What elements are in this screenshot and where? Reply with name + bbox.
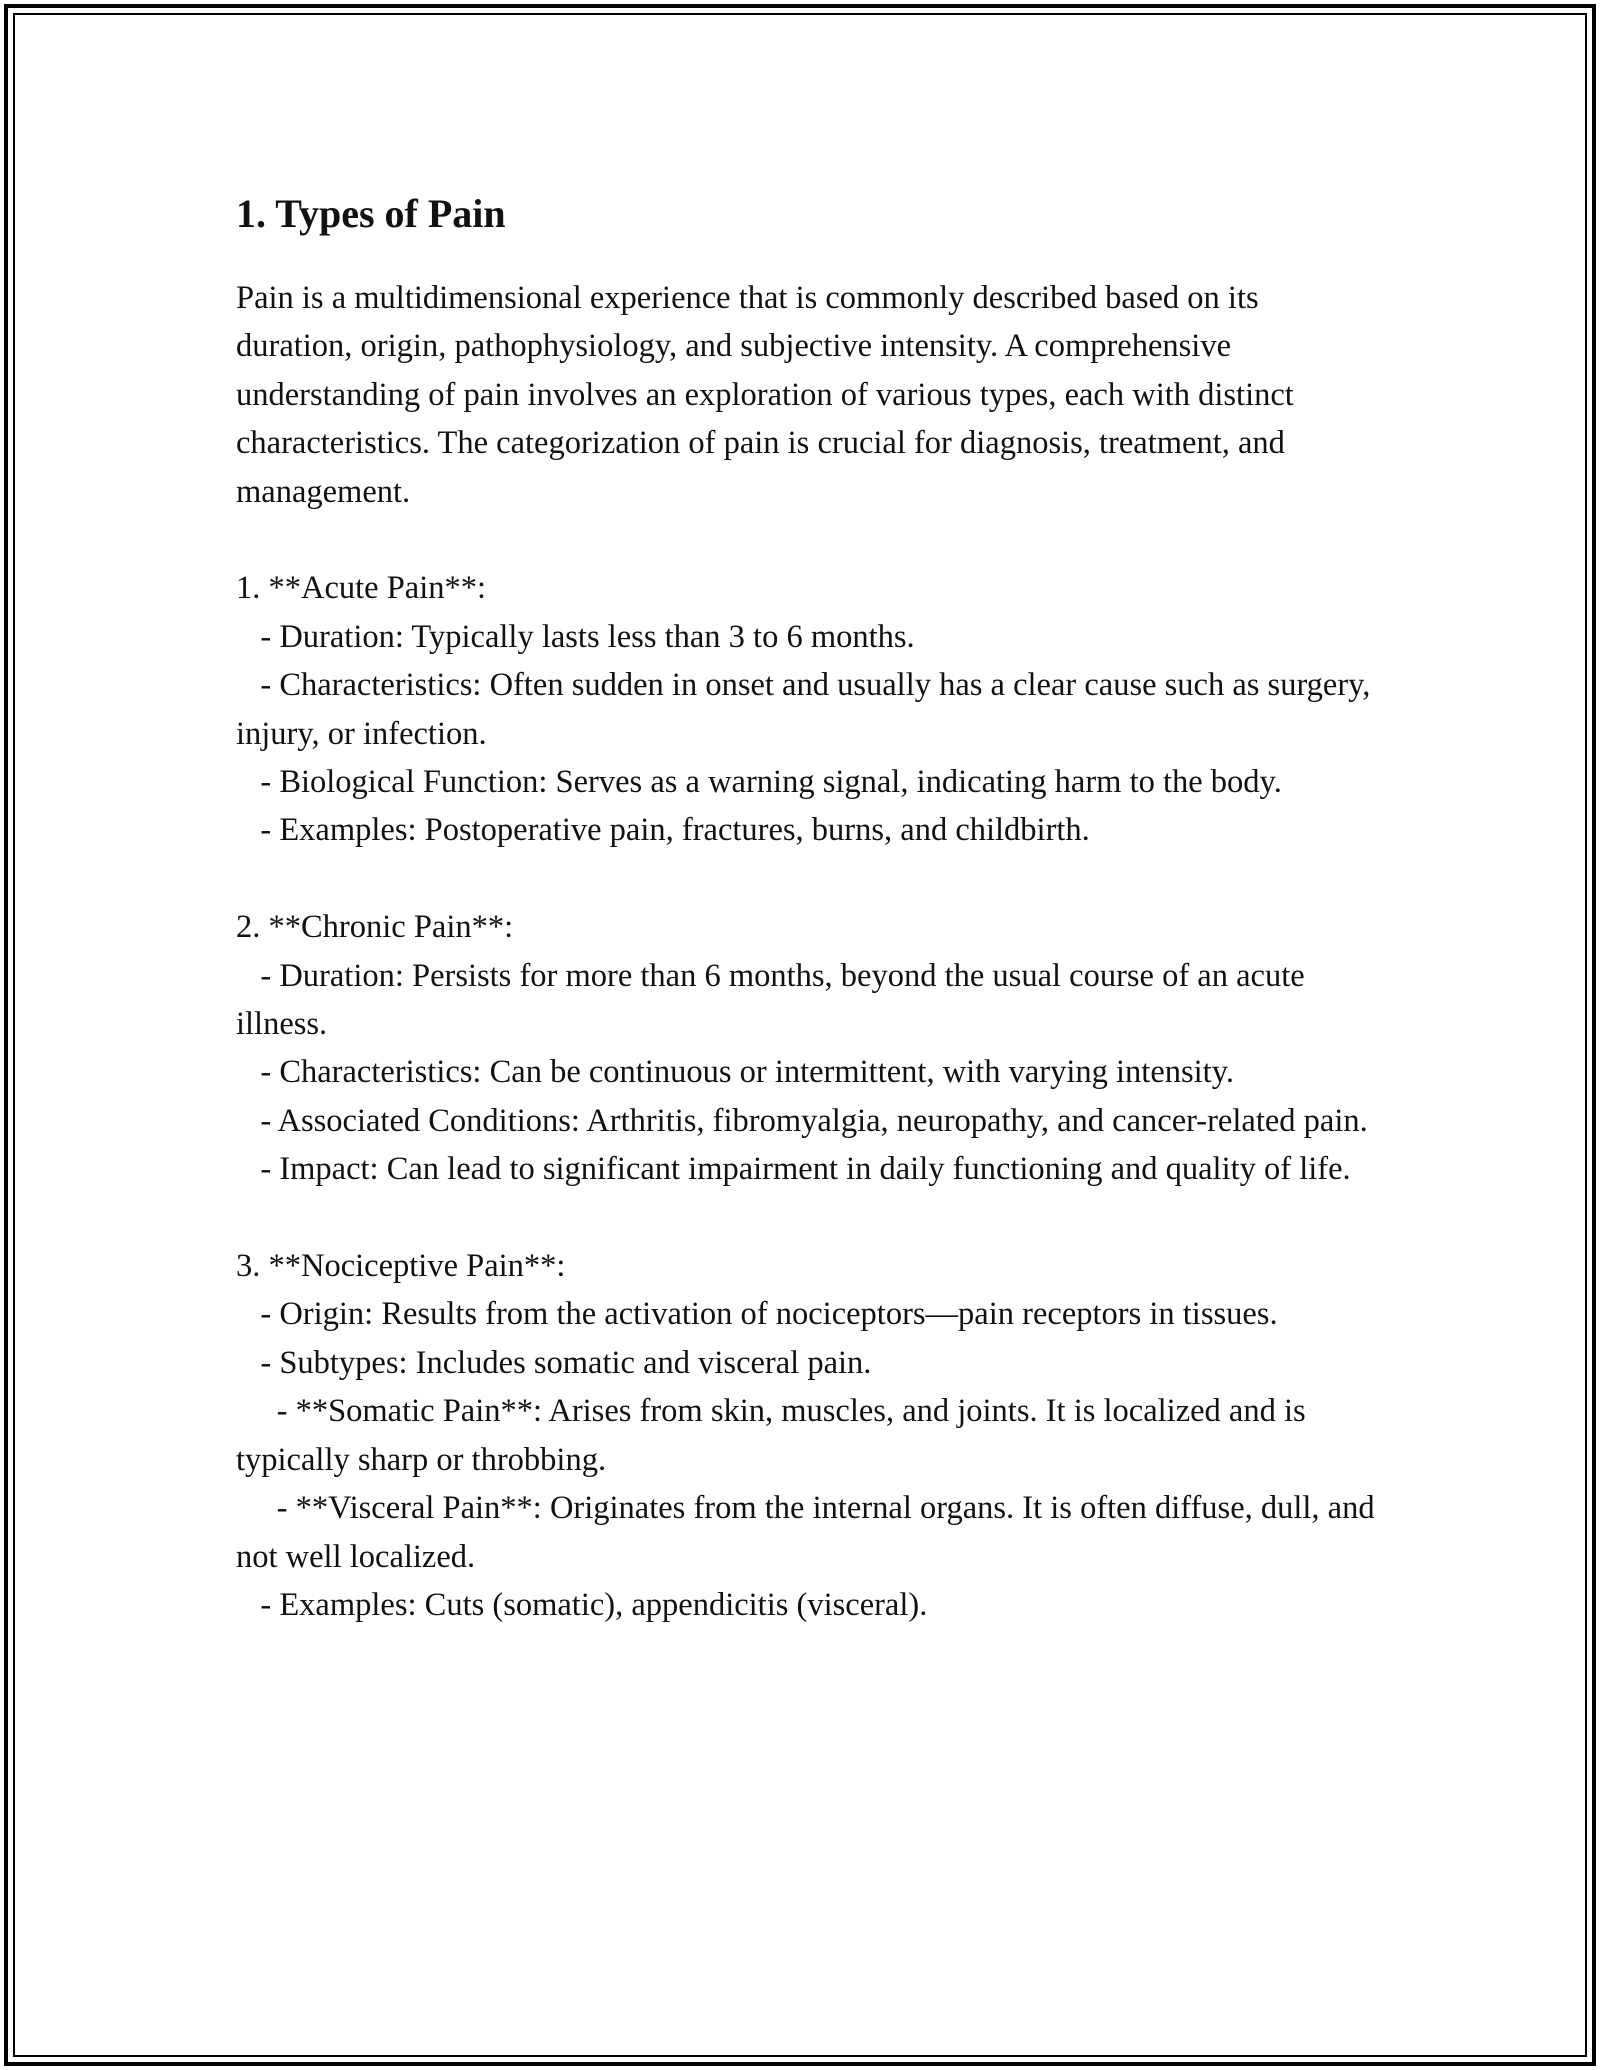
section-heading: 1. Types of Pain <box>236 191 506 236</box>
list-item: - Subtypes: Includes somatic and visceral pain. <box>236 1344 872 1381</box>
list-item: - Examples: Postoperative pain, fractures, burns, and childbirth. <box>236 812 1090 849</box>
pain-type-title: 2. **Chronic Pain**: <box>236 909 514 946</box>
spacer <box>236 1194 1376 1242</box>
list-item: - **Somatic Pain**: Arises from skin, muscles, and joints. It is localized and is typically sharp or throbbing. <box>236 1393 1314 1478</box>
pain-type-title: 3. **Nociceptive Pain**: <box>236 1248 566 1285</box>
list-item: - Associated Conditions: Arthritis, fibromyalgia, neuropathy, and cancer-related pain. <box>236 1102 1368 1139</box>
list-item: - **Visceral Pain**: Originates from the internal organs. It is often diffuse, dull, and not well localized. <box>236 1490 1383 1575</box>
list-item: - Characteristics: Often sudden in onset and usually has a clear cause such as surgery, injury, or infection. <box>236 667 1379 752</box>
list-item: - Impact: Can lead to significant impairment in daily functioning and quality of life. <box>236 1151 1351 1188</box>
list-item: - Origin: Results from the activation of nociceptors—pain receptors in tissues. <box>236 1296 1278 1333</box>
list-item: - Duration: Persists for more than 6 months, beyond the usual course of an acute illness. <box>236 957 1313 1043</box>
list-item: - Examples: Cuts (somatic), appendicitis (visceral). <box>236 1586 928 1623</box>
document-body <box>236 180 1383 1629</box>
spacer <box>236 516 1376 564</box>
spacer <box>236 855 1376 903</box>
pain-type-acute <box>236 564 1379 854</box>
pain-type-nociceptive <box>236 1242 1383 1629</box>
list-item: - Characteristics: Can be continuous or intermittent, with varying intensity. <box>236 1054 1234 1091</box>
intro-paragraph: Pain is a multidimensional experience that is commonly described based on its duration, origin, pathophysiology, and subjective intensity. A comprehensive understanding of pain involves an exploration of various types, each with distinct characteristics. The categorization of pain is crucial for diagnosis, treatment, and management. <box>236 280 1302 510</box>
list-item: - Duration: Typically lasts less than 3 to 6 months. <box>236 618 915 655</box>
list-item: - Biological Function: Serves as a warning signal, indicating harm to the body. <box>236 764 1282 801</box>
pain-type-chronic <box>236 903 1376 1193</box>
pain-type-title: 1. **Acute Pain**: <box>236 570 487 607</box>
